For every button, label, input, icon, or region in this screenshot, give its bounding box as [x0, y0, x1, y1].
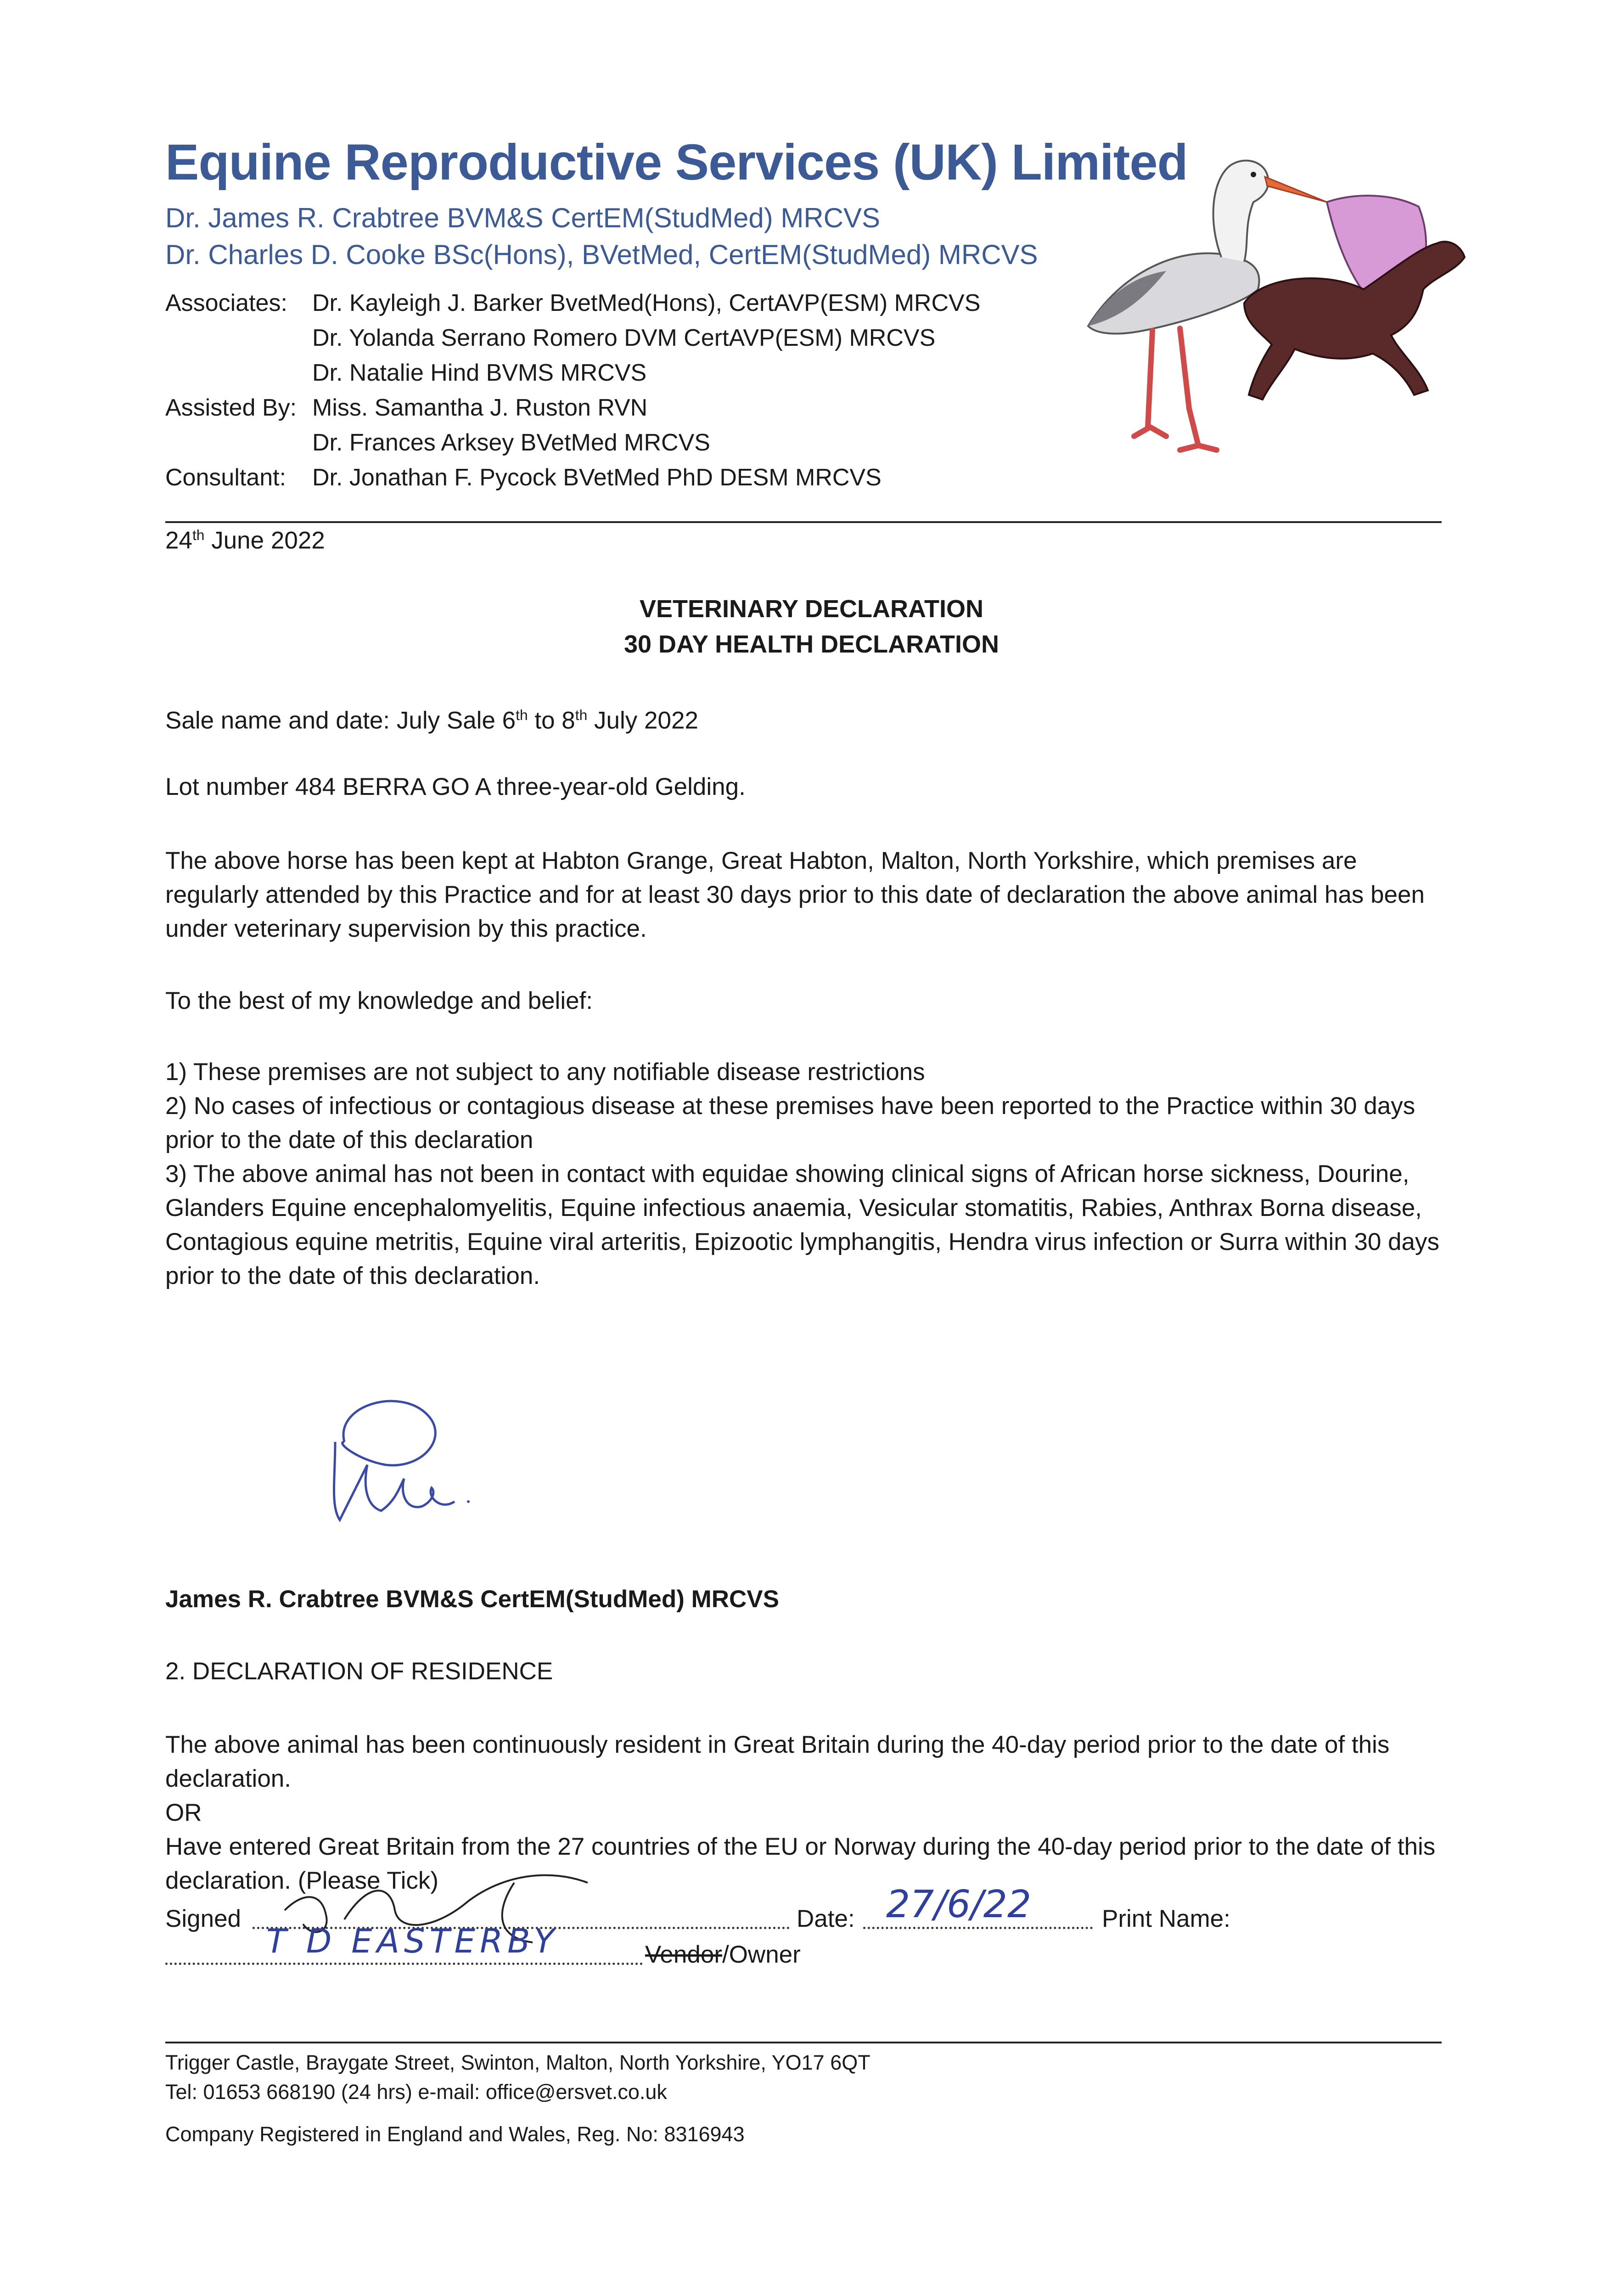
staff-name: Dr. Frances Arksey BVetMed MRCVS [312, 429, 710, 456]
vet-line-2: Dr. Charles D. Cooke BSc(Hons), BVetMed, CertEM(StudMed) MRCVS [165, 239, 1038, 270]
owner-label: /Owner [722, 1941, 801, 1968]
residence-or: OR [165, 1799, 202, 1826]
staff-label: Consultant: [165, 464, 286, 491]
title-health-declaration: 30 DAY HEALTH DECLARATION [623, 630, 1000, 658]
staff-name: Miss. Samantha J. Ruston RVN [312, 394, 648, 421]
print-name-label: Print Name: [1102, 1905, 1230, 1932]
sale-suffix: July 2022 [587, 707, 698, 734]
sale-mid: to 8 [528, 707, 575, 734]
staff-label: Assisted By: [165, 394, 297, 421]
sale-sup2: th [575, 707, 588, 723]
declaration-items [165, 1055, 1446, 1293]
staff-label [165, 324, 312, 359]
date-rest: June 2022 [204, 527, 325, 554]
staff-name: Dr. Yolanda Serrano Romero DVM CertAVP(ESM) MRCVS [312, 325, 936, 351]
document-date [165, 518, 325, 558]
staff-row [165, 464, 980, 499]
footer-divider [165, 2042, 1442, 2043]
declaration-item: 1) These premises are not subject to any notifiable disease restrictions [165, 1058, 925, 1086]
print-name-dotted-line [165, 1963, 643, 1965]
print-name-value: T D EASTERBY [266, 1922, 559, 1960]
residence-text: The above animal has been continuously resident in Great Britain during the 40-day period prior to the date of this declaration. [165, 1731, 1390, 1792]
staff-label: Associates: [165, 290, 287, 316]
declaration-item: 2) No cases of infectious or contagious disease at these premises have been reported to the Practice within 30 days prior to the date of this declaration [165, 1092, 1415, 1154]
staff-name: Dr. Natalie Hind BVMS MRCVS [312, 360, 647, 386]
sale-sup1: th [516, 707, 528, 723]
footer-contact: Tel: 01653 668190 (24 hrs) e-mail: office@ersvet.co.uk [165, 2080, 667, 2104]
sale-line [165, 698, 698, 738]
footer-address: Trigger Castle, Braygate Street, Swinton, Malton, North Yorkshire, YO17 6QT [165, 2051, 870, 2074]
staff-label [165, 429, 312, 464]
residence-text-2: Have entered Great Britain from the 27 countries of the EU or Norway during the 40-day period prior to the date of this declaration. (Please Tick) [165, 1833, 1436, 1894]
vendor-owner [645, 1938, 801, 1972]
date-dotted-line [863, 1927, 1093, 1929]
staff-row [165, 429, 980, 464]
vet-signature-icon [317, 1387, 482, 1525]
vet-line-1: Dr. James R. Crabtree BVM&S CertEM(StudMed) MRCVS [165, 203, 881, 233]
staff-name: Dr. Jonathan F. Pycock BVetMed PhD DESM MRCVS [312, 464, 882, 491]
premises-paragraph: The above horse has been kept at Habton Grange, Great Habton, Malton, North Yorkshire, which premises are regularly attended by this Practice and for at least 30 days prior to this date of declaration the above animal has been under veterinary supervision by this practice. [165, 847, 1425, 942]
declaration-item: 3) The above animal has not been in contact with equidae showing clinical signs of African horse sickness, Dourine, Glanders Equine encephalomyelitis, Equine infectious anaemia, Vesicular stomatitis, Rabies, Anthrax Borna disease, Contagious equine metritis, Equine viral arteritis, Epizootic lymphangitis, Hendra virus infection or Surra within 30 days prior to the date of this declaration. [165, 1160, 1439, 1289]
date-day: 24 [165, 527, 192, 554]
signed-label: Signed [165, 1905, 241, 1932]
residence-heading: 2. DECLARATION OF RESIDENCE [165, 1658, 553, 1685]
staff-row [165, 324, 980, 359]
stork-horse-logo-icon [1070, 152, 1483, 455]
staff-row [165, 394, 980, 429]
signatory-name: James R. Crabtree BVM&S CertEM(StudMed) MRCVS [165, 1586, 780, 1613]
staff-label [165, 359, 312, 394]
date-suffix: th [192, 527, 205, 543]
lot-line: Lot number 484 BERRA GO A three-year-old Gelding. [165, 773, 746, 800]
date-label: Date: [797, 1905, 855, 1932]
header-divider [165, 521, 1442, 523]
company-name: Equine Reproductive Services (UK) Limited [165, 134, 1188, 191]
sale-prefix: Sale name and date: July Sale 6 [165, 707, 516, 734]
staff-name: Dr. Kayleigh J. Barker BvetMed(Hons), CertAVP(ESM) MRCVS [312, 290, 981, 316]
footer-registration: Company Registered in England and Wales, Reg. No: 8316943 [165, 2122, 745, 2146]
vendor-label: Vendor [645, 1941, 722, 1968]
staff-row [165, 289, 980, 324]
title-veterinary-declaration: VETERINARY DECLARATION [639, 595, 984, 623]
knowledge-line: To the best of my knowledge and belief: [165, 987, 593, 1014]
staff-row [165, 359, 980, 394]
date-value: 27/6/22 [886, 1883, 1032, 1926]
staff-list [165, 289, 980, 499]
